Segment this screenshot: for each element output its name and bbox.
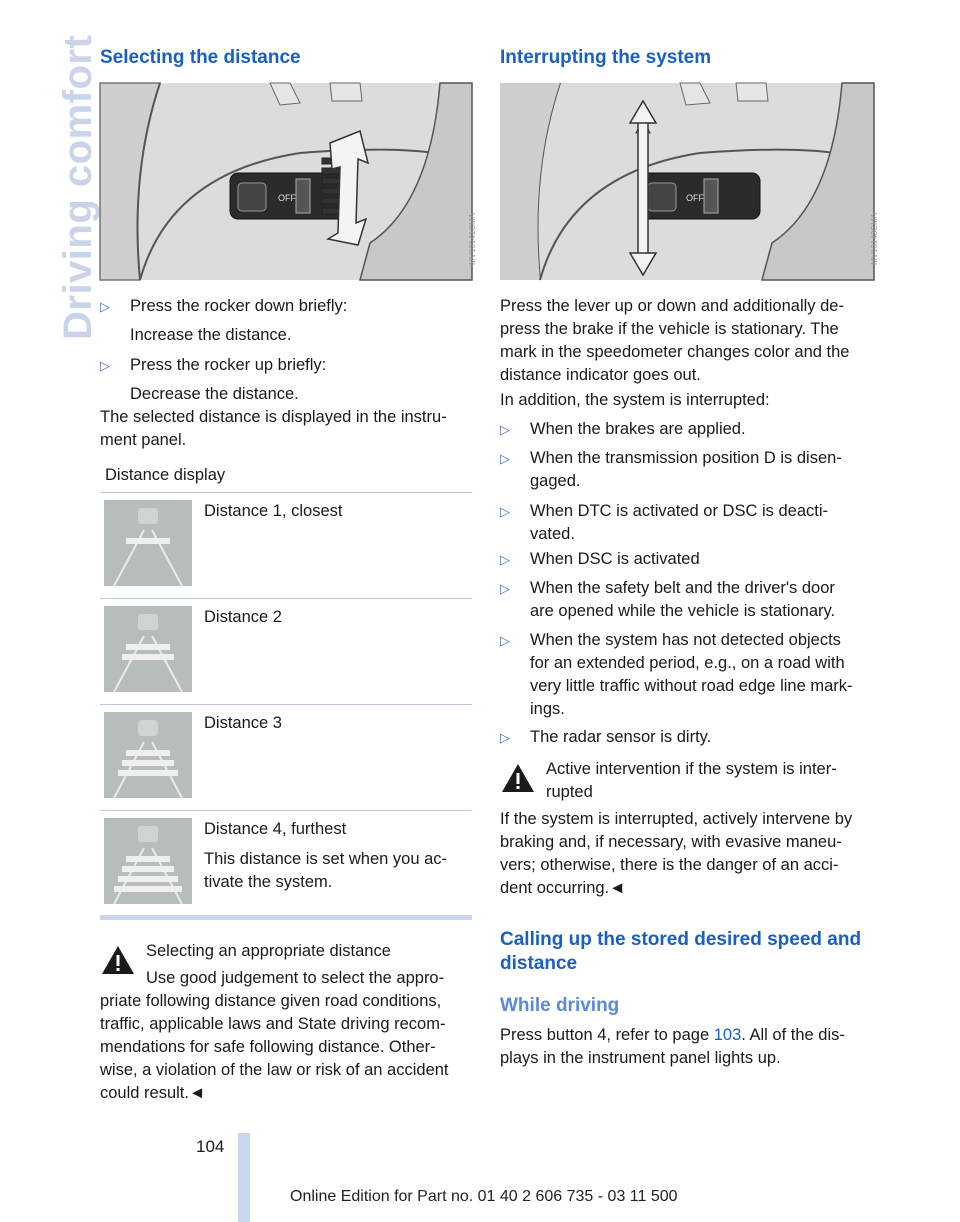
distance-2-label: Distance 2: [204, 608, 282, 626]
table-divider: [100, 704, 472, 705]
bullet-triangle-icon: ▷: [500, 504, 510, 519]
warning-triangle-icon: [500, 762, 536, 794]
table-divider: [100, 492, 472, 493]
table-caption: Distance display: [105, 466, 226, 484]
section-heading-selecting-distance: Selecting the distance: [100, 47, 301, 68]
bullet-item: ▷ When DTC is activated or DSC is deacti- vated.: [500, 502, 829, 543]
distance-1-image: [104, 500, 192, 586]
bullet-triangle-icon: ▷: [500, 581, 510, 596]
bullet-text: The radar sensor is dirty.: [530, 728, 712, 746]
bullet-triangle-icon: ▷: [500, 730, 510, 745]
bullet-triangle-icon: ▷: [100, 299, 110, 314]
bullet-text: When the brakes are applied.: [530, 420, 746, 438]
page-number: 104: [196, 1137, 225, 1156]
footer-accent-bar: [238, 1133, 250, 1222]
distance-3-label: Distance 3: [204, 714, 282, 732]
bullet-text: Press the rocker down briefly:: [130, 297, 348, 315]
distance-4-note: This distance is set when you ac- tivate the system.: [204, 850, 448, 891]
distance-4-image: [104, 818, 192, 904]
bullet-item: [500, 548, 874, 571]
bullet-text: When DSC is activated: [530, 550, 700, 568]
bullet-triangle-icon: ▷: [500, 422, 510, 437]
distance-2-image: [104, 606, 192, 692]
side-chapter-title: [0, 34, 100, 340]
bullet-item: ▷ When the system has not detected objects for an extended period, e.g., on a road with very little traffic without road edge line mark- ings.: [500, 631, 853, 718]
section-heading-calling-up: Calling up the stored desired speed and distance: [500, 929, 862, 974]
svg-text:OFF: OFF: [278, 193, 296, 203]
paragraph-intro: In addition, the system is interrupted:: [500, 391, 770, 409]
warning-title: Active intervention if the system is inter- rupted: [546, 760, 837, 801]
distance-3-image: [104, 712, 192, 798]
warning-title: Selecting an appropriate distance: [146, 942, 391, 960]
bullet-triangle-icon: ▷: [500, 451, 510, 466]
rocker-switch-drawing: [100, 83, 472, 280]
warning-line: Use good judgement to select the appro-: [146, 969, 445, 987]
bullet-triangle-icon: ▷: [500, 552, 510, 567]
online-edition-note: Online Edition for Part no. 01 40 2 606 735 - 03 11 500: [290, 1188, 678, 1205]
paragraph-press-lever: Press the lever up or down and additionally de- press the brake if the vehicle is stationary. The mark in the speedometer changes color and the distance indicator goes out.: [500, 297, 850, 384]
illustration-code: MV10141CMA: [468, 213, 477, 266]
bullet-triangle-icon: ▷: [100, 358, 110, 373]
section-heading-interrupting: Interrupting the system: [500, 47, 712, 68]
bullet-item: ▷ When the transmission position D is disen- gaged.: [500, 449, 842, 490]
bullet-item: ▷ When the safety belt and the driver's door are opened while the vehicle is stationary.: [500, 579, 836, 620]
illustration-lever: [500, 83, 879, 280]
distance-1-label: Distance 1, closest: [204, 502, 343, 520]
illustration-code: MV10143CMA: [870, 213, 879, 266]
subheading-while-driving: While driving: [500, 995, 620, 1016]
svg-text:OFF: OFF: [686, 193, 704, 203]
bullet-triangle-icon: ▷: [500, 633, 510, 648]
paragraph-selected-distance: The selected distance is displayed in the instru- ment panel.: [100, 408, 447, 449]
bullet-subtext: Decrease the distance.: [130, 385, 299, 403]
lever-drawing: [500, 83, 874, 280]
distance-4-label: Distance 4, furthest: [204, 820, 347, 838]
bullet-item: [500, 418, 874, 441]
table-divider: [100, 810, 472, 811]
bullet-item: [100, 295, 472, 344]
illustration-rocker-switch: [100, 83, 477, 280]
warning-body: priate following distance given road conditions, traffic, applicable laws and State driving recom- mendations for safe following distance. Other- wise, a violation of the law or risk of an accident could result.◄: [100, 992, 449, 1102]
warning-body: If the system is interrupted, actively intervene by braking and, if necessary, with evasive maneu- vers; otherwise, there is the danger of an acci- dent occurring.◄: [500, 810, 853, 897]
table-divider: [100, 598, 472, 599]
side-chapter-title-text: Driving comfort: [56, 34, 100, 340]
paragraph-press-button: Press button 4, refer to page 103. All of the dis- plays in the instrument panel lights up.: [500, 1026, 845, 1067]
warning-triangle-icon: [100, 944, 136, 976]
bullet-item: [500, 726, 874, 749]
bullet-item: [100, 354, 472, 403]
bullet-text: Press the rocker up briefly:: [130, 356, 327, 374]
bullet-subtext: Increase the distance.: [130, 326, 292, 344]
page-link-103[interactable]: 103: [713, 1026, 742, 1044]
table-bottom-bar: [100, 915, 472, 920]
